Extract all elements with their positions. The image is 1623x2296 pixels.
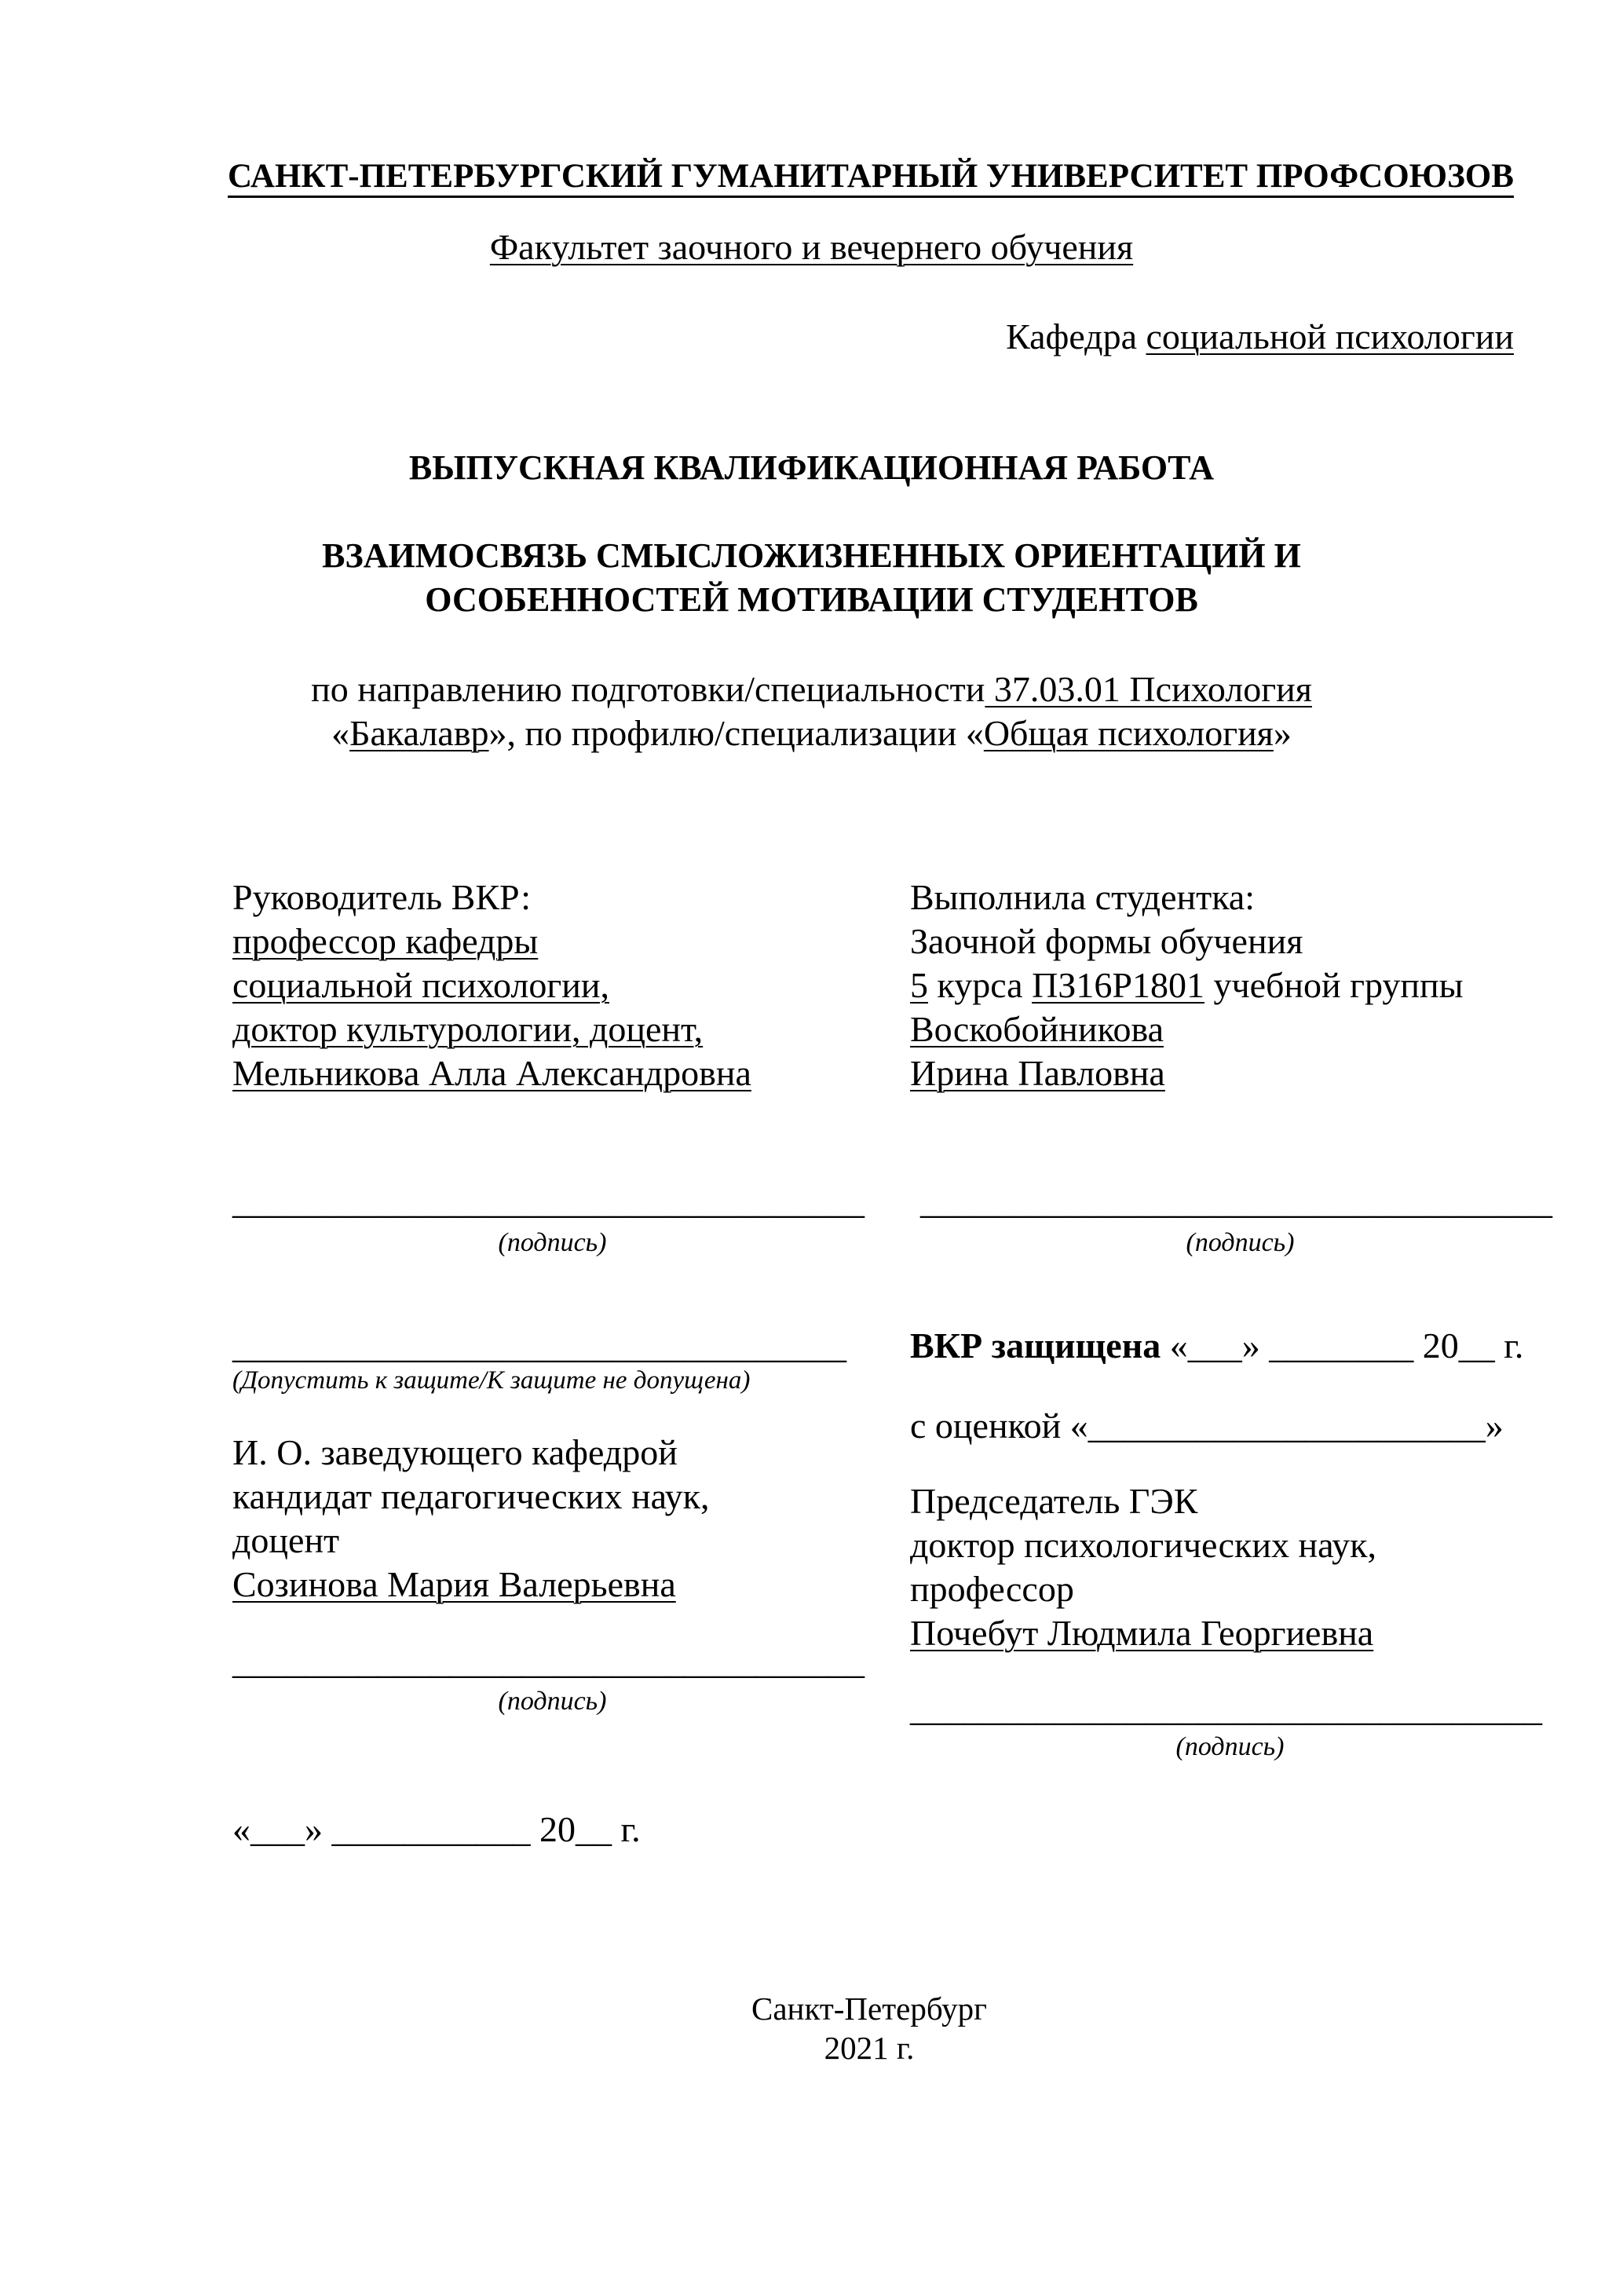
student-group: ПЗ16Р1801	[1032, 965, 1204, 1005]
work-type: ВЫПУСКНАЯ КВАЛИФИКАЦИОННАЯ РАБОТА	[408, 448, 1215, 487]
head-degree: кандидат педагогических наук,	[232, 1476, 710, 1516]
student-surname: Воскобойникова	[910, 1009, 1164, 1049]
defense-label: ВКР защищена	[910, 1325, 1161, 1366]
profile-prefix: », по профилю/специализации «	[488, 713, 984, 753]
date-line: «___» ___________ 20__ г.	[232, 1809, 641, 1849]
gek-chair-degree: доктор психологических наук,	[910, 1525, 1377, 1565]
student-course-line	[910, 963, 1464, 1007]
head-signature-caption: (подпись)	[498, 1687, 607, 1716]
supervisor-degree: доктор культурологии, доцент,	[232, 1009, 704, 1049]
head-signature-blank: ___________________________________	[232, 1641, 865, 1681]
supervisor-signature-caption: (подпись)	[498, 1228, 607, 1257]
defense-date: «___» ________ 20__ г.	[1161, 1325, 1524, 1366]
thesis-title-line2: ОСОБЕННОСТЕЙ МОТИВАЦИИ СТУДЕНТОВ	[425, 580, 1198, 619]
department-prefix: Кафедра	[1006, 316, 1146, 356]
university-name: САНКТ-ПЕТЕРБУРГСКИЙ ГУМАНИТАРНЫЙ УНИВЕРСИТЕТ ПРОФСОЮЗОВ	[228, 158, 1514, 195]
student-block	[910, 876, 1464, 1095]
degree: Бакалавр	[349, 713, 489, 753]
student-course-number: 5	[910, 965, 928, 1005]
gek-chair-title: Председатель ГЭК	[910, 1481, 1198, 1521]
gek-chair-name: Почебут Людмила Георгиевна	[910, 1613, 1374, 1653]
supervisor-department: социальной психологии,	[232, 965, 609, 1005]
head-rank: доцент	[232, 1520, 340, 1560]
close-quote: »	[1273, 713, 1292, 753]
gek-chair-rank: профессор	[910, 1569, 1074, 1609]
gek-signature-caption: (подпись)	[1175, 1732, 1285, 1761]
supervisor-heading: Руководитель ВКР:	[232, 877, 532, 917]
faculty-name: Факультет заочного и вечернего обучения	[489, 227, 1134, 267]
profile-line	[0, 711, 1623, 755]
admission-caption: (Допустить к защите/К защите не допущена)	[232, 1366, 751, 1395]
supervisor-position: профессор кафедры	[232, 921, 539, 961]
supervisor-signature-blank: ___________________________________	[232, 1181, 865, 1221]
student-group-suffix: учебной группы	[1204, 965, 1464, 1005]
student-course-text: курса	[928, 965, 1033, 1005]
admission-blank: __________________________________	[232, 1325, 846, 1366]
thesis-title-line1: ВЗАИМОСВЯЗЬ СМЫСЛОЖИЗНЕННЫХ ОРИЕНТАЦИЙ И	[322, 536, 1301, 575]
header-rule	[228, 196, 1514, 198]
open-quote: «	[331, 713, 350, 753]
defense-line	[910, 1324, 1523, 1368]
student-signature-caption: (подпись)	[1186, 1228, 1295, 1257]
year: 2021 г.	[824, 2030, 915, 2066]
defense-grade: с оценкой «______________________»	[910, 1406, 1504, 1446]
direction-prefix: по направлению подготовки/специальности	[311, 669, 985, 709]
city: Санкт-Петербург	[751, 1991, 987, 2027]
student-heading: Выполнила студентка:	[910, 877, 1256, 917]
department-name: социальной психологии	[1146, 316, 1514, 356]
gek-chair-block	[910, 1479, 1376, 1655]
profile-name: Общая психология	[983, 713, 1274, 753]
head-title: И. О. заведующего кафедрой	[232, 1432, 678, 1472]
head-name: Созинова Мария Валерьевна	[232, 1564, 676, 1604]
student-study-form: Заочной формы обучения	[910, 921, 1303, 961]
student-name: Ирина Павловна	[910, 1053, 1165, 1093]
student-signature-blank: ___________________________________	[920, 1181, 1552, 1221]
supervisor-name: Мельникова Алла Александровна	[232, 1053, 751, 1093]
direction-line	[0, 667, 1623, 711]
gek-signature-blank: ___________________________________	[910, 1688, 1542, 1728]
supervisor-block	[232, 876, 751, 1095]
head-of-department-block	[232, 1431, 710, 1607]
department-line	[1006, 315, 1514, 359]
direction-code: 37.03.01 Психология	[985, 669, 1312, 709]
